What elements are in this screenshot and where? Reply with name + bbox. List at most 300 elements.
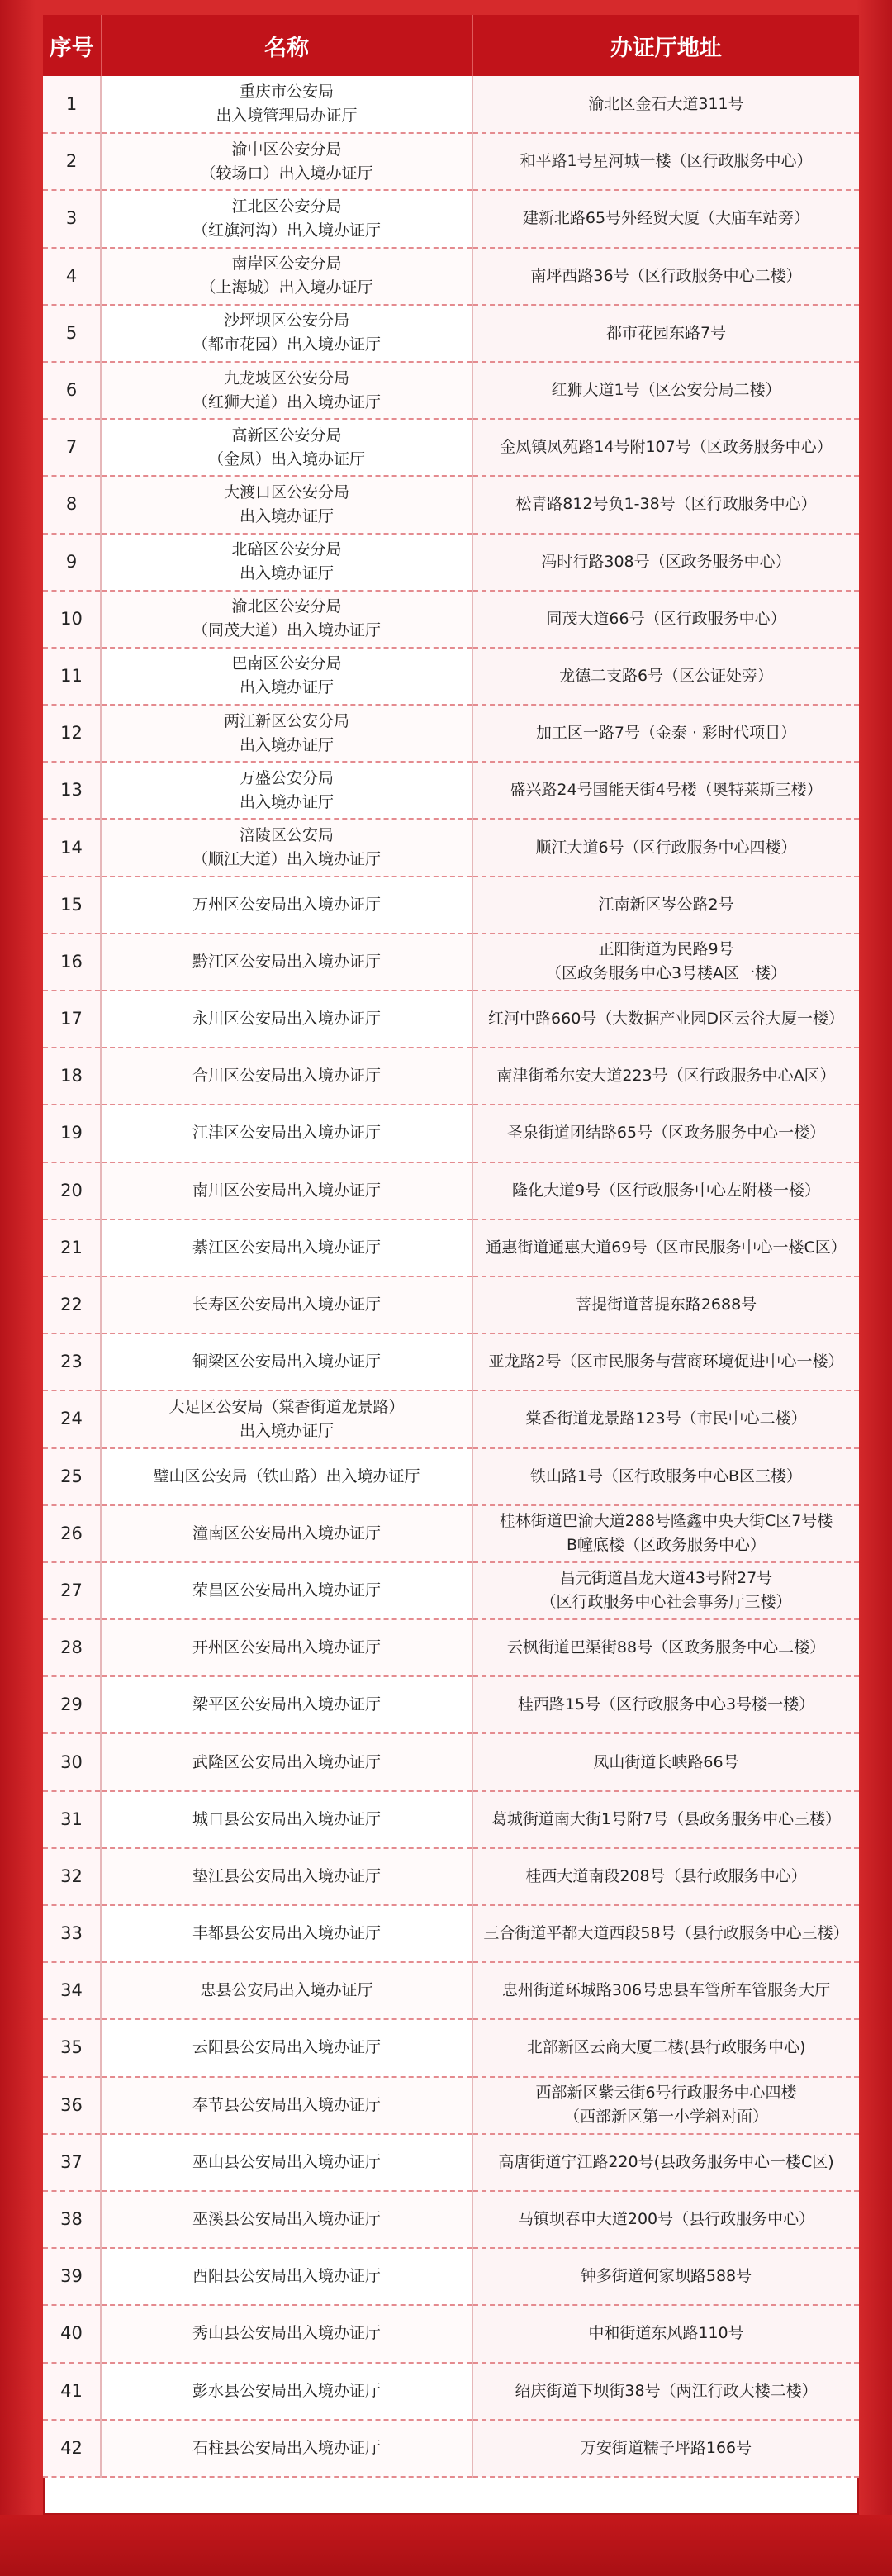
office-address-cell (472, 1791, 859, 1848)
office-name-cell (101, 419, 472, 476)
office-address: 渝北区金石大道311号 (588, 94, 744, 113)
office-address-cell (472, 2363, 859, 2420)
office-address-cell (472, 2191, 859, 2248)
row-index: 41 (60, 2380, 83, 2401)
office-address-cell (472, 877, 859, 934)
office-name: 荣昌区公安局出入境办证厅 (192, 1580, 381, 1599)
row-index-cell (43, 2019, 101, 2076)
office-address: 万安街道糯子坪路166号 (580, 2438, 752, 2457)
row-index: 37 (60, 2151, 83, 2172)
row-index: 32 (60, 1865, 83, 1886)
row-index-cell (43, 1105, 101, 1162)
table-row (43, 2363, 859, 2420)
row-index-cell (43, 1905, 101, 1962)
row-index-cell (43, 762, 101, 819)
office-name: 北碚区公安分局 出入境办证厅 (231, 540, 342, 583)
office-address-cell (472, 2248, 859, 2305)
office-name: 重庆市公安局 出入境管理局办证厅 (216, 83, 358, 126)
office-name: 石柱县公安局出入境办证厅 (192, 2438, 381, 2457)
table-row (43, 534, 859, 591)
office-address-cell (472, 934, 859, 991)
office-address: 建新北路65号外经贸大厦（大庙车站旁） (522, 209, 810, 228)
row-index-cell (43, 877, 101, 934)
row-index: 28 (60, 1637, 83, 1658)
office-name-cell (101, 1905, 472, 1962)
office-name-cell (101, 1048, 472, 1105)
office-name-cell (101, 305, 472, 362)
office-name-cell (101, 190, 472, 247)
office-address-cell (472, 1848, 859, 1905)
office-name: 铜梁区公安局出入境办证厅 (192, 1352, 381, 1371)
office-name-cell (101, 1162, 472, 1219)
office-address-cell (472, 1333, 859, 1390)
row-index-cell (43, 2420, 101, 2477)
row-index-cell (43, 1505, 101, 1562)
office-address: 凤山街道长峡路66号 (593, 1752, 739, 1771)
office-name-cell (101, 2191, 472, 2248)
table-row (43, 2077, 859, 2134)
office-name-cell (101, 2077, 472, 2134)
office-address-cell (472, 2305, 859, 2362)
office-address: 昌元街道昌龙大道43号附27号 （区行政服务中心社会事务厅三楼） (540, 1569, 792, 1612)
row-index-cell (43, 819, 101, 876)
table-row (43, 1848, 859, 1905)
office-address-cell (472, 762, 859, 819)
office-address: 顺江大道6号（区行政服务中心四楼） (535, 838, 797, 857)
office-address: 正阳街道为民路9号 （区政务服务中心3号楼A区一楼） (545, 940, 787, 983)
office-address-cell (472, 1448, 859, 1505)
office-name: 大渡口区公安分局 出入境办证厅 (223, 482, 349, 525)
row-index: 6 (65, 380, 78, 401)
table-row (43, 2420, 859, 2477)
office-name-cell (101, 1390, 472, 1447)
row-index-cell (43, 1048, 101, 1105)
office-address: 都市花园东路7号 (605, 323, 727, 342)
row-index: 11 (60, 665, 83, 686)
office-name-cell (101, 248, 472, 305)
row-index-cell (43, 934, 101, 991)
row-index: 19 (60, 1123, 83, 1143)
office-address: 绍庆街道下坝街38号（两江行政大楼二楼） (515, 2381, 818, 2400)
office-address-cell (472, 1276, 859, 1333)
office-address-cell (472, 2420, 859, 2477)
office-name: 璧山区公安局（铁山路）出入境办证厅 (153, 1466, 420, 1485)
office-name-cell (101, 76, 472, 133)
row-index-cell (43, 2248, 101, 2305)
office-address: 金凤镇凤苑路14号附107号（区政务服务中心） (500, 438, 833, 457)
row-index-cell (43, 1390, 101, 1447)
table-row (43, 591, 859, 648)
office-name-cell (101, 877, 472, 934)
header-name: 名称 (101, 15, 472, 76)
table-row (43, 76, 859, 133)
row-index-cell (43, 2363, 101, 2420)
row-index-cell (43, 76, 101, 133)
row-index-cell (43, 591, 101, 648)
row-index: 18 (60, 1066, 83, 1086)
office-name-cell (101, 1562, 472, 1619)
office-address: 桂西路15号（区行政服务中心3号楼一楼） (517, 1695, 815, 1714)
office-name: 秀山县公安局出入境办证厅 (192, 2324, 381, 2343)
table-row (43, 133, 859, 190)
row-index: 29 (60, 1694, 83, 1715)
office-address-cell (472, 1505, 859, 1562)
office-address-cell (472, 1562, 859, 1619)
table-row (43, 648, 859, 705)
office-name-cell (101, 2019, 472, 2076)
office-address: 盛兴路24号国能天街4号楼（奥特莱斯三楼） (510, 781, 823, 800)
table-row (43, 2019, 859, 2076)
office-name-cell (101, 1276, 472, 1333)
row-index: 1 (65, 93, 78, 114)
table-row (43, 1733, 859, 1790)
office-address-cell (472, 362, 859, 419)
row-index: 12 (60, 723, 83, 744)
office-address-cell (472, 76, 859, 133)
office-address-cell (472, 133, 859, 190)
row-index: 8 (65, 494, 78, 515)
office-address-cell (472, 1048, 859, 1105)
office-name: 两江新区公安分局 出入境办证厅 (223, 711, 349, 754)
row-index: 30 (60, 1751, 83, 1772)
row-index: 24 (60, 1409, 83, 1429)
office-address: 桂林街道巴渝大道288号隆鑫中央大街C区7号楼 B幢底楼（区政务服务中心） (499, 1512, 833, 1555)
table-row (43, 1219, 859, 1276)
row-index: 39 (60, 2266, 83, 2287)
row-index-cell (43, 362, 101, 419)
row-index-cell (43, 248, 101, 305)
office-address-cell (472, 305, 859, 362)
office-name: 潼南区公安局出入境办证厅 (192, 1523, 381, 1542)
office-address: 高唐街道宁江路220号(县政务服务中心一楼C区) (498, 2152, 834, 2171)
row-index-cell (43, 534, 101, 591)
office-name: 永川区公安局出入境办证厅 (192, 1010, 381, 1029)
office-address-cell (472, 1162, 859, 1219)
table-row (43, 1333, 859, 1390)
office-name-cell (101, 1676, 472, 1733)
office-name-cell (101, 819, 472, 876)
office-address: 松青路812号负1-38号（区行政服务中心） (515, 495, 817, 514)
office-address-cell (472, 2019, 859, 2076)
office-name-cell (101, 2248, 472, 2305)
office-address-cell (472, 1905, 859, 1962)
header-address: 办证厅地址 (472, 15, 859, 76)
office-name-cell (101, 648, 472, 705)
table-row (43, 2191, 859, 2248)
office-address: 棠香街道龙景路123号（市民中心二楼） (525, 1409, 807, 1428)
office-name: 江津区公安局出入境办证厅 (192, 1124, 381, 1143)
table-row (43, 362, 859, 419)
table-row (43, 819, 859, 876)
table-row (43, 1505, 859, 1562)
office-address: 同茂大道66号（区行政服务中心） (546, 609, 786, 628)
office-address: 南津街希尔安大道223号（区行政服务中心A区） (496, 1067, 836, 1086)
row-index: 20 (60, 1180, 83, 1200)
row-index: 2 (65, 151, 78, 172)
row-index-cell (43, 2305, 101, 2362)
office-name: 涪陵区公安局 （顺江大道）出入境办证厅 (192, 826, 381, 869)
table-row (43, 1048, 859, 1105)
row-index: 36 (60, 2094, 83, 2115)
office-name: 梁平区公安局出入境办证厅 (192, 1695, 381, 1714)
office-address: 桂西大道南段208号（县行政服务中心） (525, 1866, 807, 1885)
office-name: 奉节县公安局出入境办证厅 (192, 2095, 381, 2114)
row-index-cell (43, 1619, 101, 1676)
row-index: 27 (60, 1580, 83, 1600)
table-row (43, 1619, 859, 1676)
row-index-cell (43, 1276, 101, 1333)
office-address: 三合街道平都大道西段58号（县行政服务中心三楼） (483, 1924, 849, 1943)
row-index-cell (43, 1676, 101, 1733)
office-name: 云阳县公安局出入境办证厅 (192, 2038, 381, 2057)
office-address-cell (472, 534, 859, 591)
office-address-cell (472, 2134, 859, 2191)
office-name-cell (101, 476, 472, 533)
row-index-cell (43, 991, 101, 1048)
office-name-cell (101, 534, 472, 591)
office-name-cell (101, 1733, 472, 1790)
office-address: 亚龙路2号（区市民服务与营商环境促进中心一楼） (488, 1352, 844, 1371)
office-name: 九龙坡区公安分局 （红狮大道）出入境办证厅 (192, 368, 381, 411)
row-index: 13 (60, 780, 83, 801)
office-address: 南坪西路36号（区行政服务中心二楼） (530, 266, 802, 285)
office-address-cell (472, 705, 859, 762)
table-row (43, 1562, 859, 1619)
office-address: 通惠街道通惠大道69号（区市民服务中心一楼C区） (486, 1238, 847, 1257)
office-address: 红狮大道1号（区公安分局二楼） (551, 381, 781, 400)
office-address-cell (472, 1105, 859, 1162)
office-name-cell (101, 1448, 472, 1505)
office-address: 铁山路1号（区行政服务中心B区三楼） (529, 1466, 803, 1485)
row-index: 31 (60, 1808, 83, 1829)
office-address: 龙德二支路6号（区公证处旁） (558, 666, 774, 685)
row-index: 5 (65, 322, 78, 343)
row-index-cell (43, 1791, 101, 1848)
row-index-cell (43, 705, 101, 762)
table-row (43, 190, 859, 247)
office-name-cell (101, 1505, 472, 1562)
office-address: 加工区一路7号（金泰 · 彩时代项目） (535, 724, 797, 743)
row-index: 14 (60, 837, 83, 858)
office-name: 南岸区公安分局 （上海城）出入境办证厅 (200, 254, 373, 297)
row-index-cell (43, 1962, 101, 2019)
row-index-cell (43, 1333, 101, 1390)
row-index: 3 (65, 208, 78, 229)
office-address-cell (472, 476, 859, 533)
office-name-cell (101, 1619, 472, 1676)
office-table (43, 15, 859, 2478)
row-index-cell (43, 648, 101, 705)
office-address-cell (472, 648, 859, 705)
office-name: 綦江区公安局出入境办证厅 (192, 1238, 381, 1257)
office-name-cell (101, 1219, 472, 1276)
office-address-cell (472, 248, 859, 305)
office-name: 武隆区公安局出入境办证厅 (192, 1752, 381, 1771)
office-address: 和平路1号星河城一楼（区行政服务中心） (520, 152, 813, 171)
office-address-cell (472, 2077, 859, 2134)
table-row (43, 2305, 859, 2362)
row-index: 38 (60, 2209, 83, 2230)
row-index: 21 (60, 1237, 83, 1257)
row-index-cell (43, 190, 101, 247)
office-name: 城口县公安局出入境办证厅 (192, 1809, 381, 1828)
row-index-cell (43, 419, 101, 476)
office-name-cell (101, 2134, 472, 2191)
row-index-cell (43, 476, 101, 533)
table-row (43, 934, 859, 991)
row-index: 35 (60, 2037, 83, 2058)
row-index-cell (43, 1562, 101, 1619)
office-name-cell (101, 934, 472, 991)
table-row (43, 419, 859, 476)
office-name: 长寿区公安局出入境办证厅 (192, 1295, 381, 1314)
office-name: 南川区公安局出入境办证厅 (192, 1181, 381, 1200)
row-index: 9 (65, 551, 78, 572)
table-row (43, 248, 859, 305)
office-name: 合川区公安局出入境办证厅 (192, 1067, 381, 1086)
row-index-cell (43, 1848, 101, 1905)
table-row (43, 2248, 859, 2305)
office-address-cell (472, 1390, 859, 1447)
table-row (43, 991, 859, 1048)
office-name-cell (101, 705, 472, 762)
office-address: 葛城街道南大街1号附7号（县政务服务中心三楼） (491, 1809, 842, 1828)
office-address-cell (472, 190, 859, 247)
office-name-cell (101, 1791, 472, 1848)
office-name: 万州区公安局出入境办证厅 (192, 895, 381, 914)
table-header-row (43, 15, 859, 76)
office-name: 彭水县公安局出入境办证厅 (192, 2381, 381, 2400)
office-address: 冯时行路308号（区政务服务中心） (541, 552, 791, 571)
table-row (43, 1905, 859, 1962)
row-index: 7 (65, 437, 78, 458)
office-name-cell (101, 591, 472, 648)
table-row (43, 1676, 859, 1733)
office-name: 江北区公安分局 （红旗河沟）出入境办证厅 (192, 197, 381, 240)
row-index: 42 (60, 2437, 83, 2458)
office-name: 黔江区公安局出入境办证厅 (192, 952, 381, 971)
row-index-cell (43, 2077, 101, 2134)
office-address: 云枫街道巴渠街88号（区政务服务中心二楼） (506, 1638, 826, 1657)
office-address: 钟多街道何家坝路588号 (580, 2267, 752, 2286)
table-row (43, 1962, 859, 2019)
office-name: 巫山县公安局出入境办证厅 (192, 2152, 381, 2171)
office-address: 中和街道东风路110号 (588, 2324, 744, 2343)
row-index: 26 (60, 1523, 83, 1543)
table-row (43, 2134, 859, 2191)
office-name-cell (101, 1848, 472, 1905)
office-name-cell (101, 2363, 472, 2420)
row-index-cell (43, 1162, 101, 1219)
office-address: 圣泉街道团结路65号（区政务服务中心一楼） (506, 1124, 826, 1143)
table-row (43, 1390, 859, 1447)
office-address-cell (472, 419, 859, 476)
row-index-cell (43, 1219, 101, 1276)
office-name: 渝中区公安分局 （较场口）出入境办证厅 (200, 140, 373, 183)
office-name: 开州区公安局出入境办证厅 (192, 1638, 381, 1657)
office-address: 北部新区云商大厦二楼(县行政服务中心) (526, 2038, 806, 2057)
office-address: 西部新区紫云街6号行政服务中心四楼 （西部新区第一小学斜对面） (535, 2084, 797, 2127)
table-row (43, 1791, 859, 1848)
office-name-cell (101, 1962, 472, 2019)
office-name: 巴南区公安分局 出入境办证厅 (231, 654, 342, 697)
office-address: 隆化大道9号（区行政服务中心左附楼一楼） (511, 1181, 821, 1200)
office-name-cell (101, 2420, 472, 2477)
office-name-cell (101, 2305, 472, 2362)
office-address: 红河中路660号（大数据产业园D区云谷大厦一楼） (488, 1010, 844, 1029)
row-index: 25 (60, 1466, 83, 1486)
office-address: 菩提街道菩提东路2688号 (575, 1295, 757, 1314)
office-name-cell (101, 362, 472, 419)
row-index: 23 (60, 1352, 83, 1372)
office-address: 忠州街道环城路306号忠县车管所车管服务大厅 (501, 1981, 831, 2000)
table-row (43, 1105, 859, 1162)
row-index: 34 (60, 1980, 83, 2001)
office-name: 酉阳县公安局出入境办证厅 (192, 2267, 381, 2286)
row-index-cell (43, 2134, 101, 2191)
office-name-cell (101, 1105, 472, 1162)
office-address: 马镇坝春申大道200号（县行政服务中心） (517, 2210, 815, 2229)
office-address-cell (472, 1219, 859, 1276)
office-address-cell (472, 819, 859, 876)
office-name: 渝北区公安分局 （同茂大道）出入境办证厅 (192, 597, 381, 640)
table-row (43, 1162, 859, 1219)
table-row (43, 305, 859, 362)
office-name-cell (101, 762, 472, 819)
row-index-cell (43, 1733, 101, 1790)
row-index-cell (43, 2191, 101, 2248)
table-row (43, 877, 859, 934)
row-index: 15 (60, 894, 83, 915)
office-name: 大足区公安局（棠香街道龙景路） 出入境办证厅 (168, 1397, 405, 1440)
office-name: 万盛公安分局 出入境办证厅 (239, 768, 334, 811)
table-row (43, 476, 859, 533)
office-name: 垫江县公安局出入境办证厅 (192, 1866, 381, 1885)
row-index: 17 (60, 1009, 83, 1029)
header-index: 序号 (43, 15, 101, 76)
office-address-cell (472, 1619, 859, 1676)
table-row (43, 1448, 859, 1505)
office-address: 江南新区岑公路2号 (598, 895, 734, 914)
table-row (43, 762, 859, 819)
row-index: 22 (60, 1295, 83, 1315)
row-index: 40 (60, 2323, 83, 2344)
office-address-cell (472, 1733, 859, 1790)
office-name: 沙坪坝区公安分局 （都市花园）出入境办证厅 (192, 311, 381, 354)
office-table-card (43, 15, 859, 2515)
office-address-cell (472, 991, 859, 1048)
table-row (43, 705, 859, 762)
office-name: 巫溪县公安局出入境办证厅 (192, 2210, 381, 2229)
office-name-cell (101, 133, 472, 190)
row-index: 10 (60, 608, 83, 629)
row-index: 16 (60, 951, 83, 972)
row-index-cell (43, 305, 101, 362)
office-name-cell (101, 991, 472, 1048)
office-name: 丰都县公安局出入境办证厅 (192, 1924, 381, 1943)
row-index-cell (43, 133, 101, 190)
bottom-decoration (0, 2515, 892, 2576)
row-index-cell (43, 1448, 101, 1505)
office-address-cell (472, 1676, 859, 1733)
row-index: 33 (60, 1923, 83, 1944)
office-name: 忠县公安局出入境办证厅 (200, 1981, 373, 2000)
office-address-cell (472, 1962, 859, 2019)
office-address-cell (472, 591, 859, 648)
table-row (43, 1276, 859, 1333)
row-index: 4 (65, 265, 78, 286)
office-name-cell (101, 1333, 472, 1390)
